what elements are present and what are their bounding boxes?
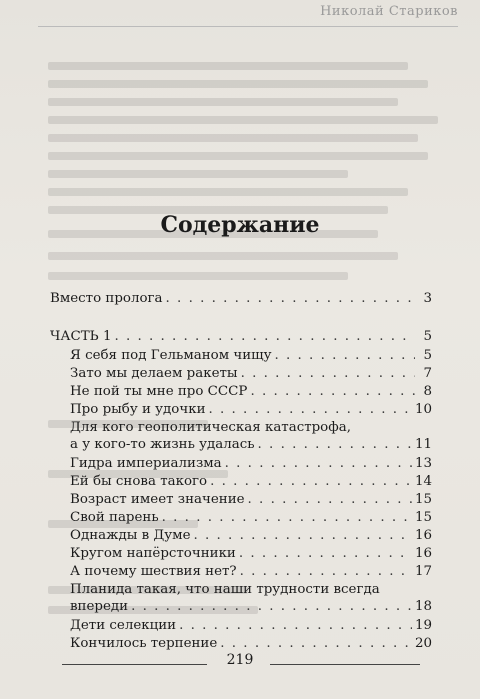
toc-entry[interactable] [70,545,432,562]
toc-entry-text: Кругом напёрсточники [70,546,236,561]
toc-leader-dots [114,328,415,345]
toc-entry-text: Свой парень [70,510,159,525]
toc-entry-text: Дети селекции [70,618,177,633]
toc-entry-text: ЧАСТЬ 1 [50,329,112,344]
toc-entry-page: 7 [423,366,432,381]
toc-entry-page: 3 [423,291,432,306]
toc-entry-page: 5 [423,329,432,344]
toc-entry-page: 16 [414,528,432,543]
toc-leader-dots [225,455,412,472]
toc-entry[interactable] [70,563,432,580]
toc-entry[interactable] [70,383,432,400]
toc-leader-dots [179,617,412,634]
running-head: Николай Стариков [38,4,458,27]
toc-entry-text: Про рыбу и удочки [70,402,206,417]
toc-entry-text-cont: а у кого-то жизнь удалась [70,437,255,452]
toc-entry-page: 14 [414,474,432,489]
toc-entry[interactable] [70,509,432,526]
toc-entry-page: 13 [414,456,432,471]
toc-entry-page: 17 [414,564,432,579]
toc-leader-dots [240,563,412,580]
toc-entry-text: Ей бы снова такого [70,474,208,489]
toc-entry-page: 18 [414,599,432,614]
toc-leader-dots [166,290,415,307]
toc-entry[interactable] [70,419,432,453]
toc-entry-page: 10 [414,402,432,417]
toc-leader-dots [239,545,412,562]
toc-entry-text: Гидра империализма [70,456,222,471]
toc-leader-dots [248,491,412,508]
toc-entry-text: Вместо пролога [50,291,163,306]
toc-leader-dots [210,473,412,490]
toc-entry-page: 16 [414,546,432,561]
page-number: 219 [226,652,254,668]
toc-entry-text: Планида такая, что наши трудности всегда [70,582,380,597]
toc-entry[interactable] [70,401,432,418]
toc-entry-part[interactable] [50,328,432,345]
toc-entry-page: 8 [423,384,432,399]
toc-entry[interactable] [70,347,432,364]
toc-entry[interactable] [70,617,432,634]
toc-leader-dots [241,365,415,382]
toc-entry-text: Не пой ты мне про СССР [70,384,248,399]
toc-entry-page: 11 [414,437,432,452]
toc-leader-dots [131,598,412,615]
toc-leader-dots [194,527,412,544]
toc-leader-dots [258,436,412,453]
toc-leader-dots [162,509,412,526]
toc-leader-dots [220,635,412,652]
page-title: Содержание [160,212,320,238]
toc-entry-page: 5 [423,348,432,363]
toc-entry-page: 15 [414,492,432,507]
toc-entry-page: 20 [414,636,432,651]
footer-rule-right [270,664,420,665]
toc-entry[interactable] [70,473,432,490]
toc-entry-text-cont: впереди [70,599,129,614]
toc-leader-dots [275,347,415,364]
toc-leader-dots [209,401,412,418]
toc-entry-text: Возраст имеет значение [70,492,245,507]
toc-entry[interactable] [70,635,432,652]
toc-entry-page: 15 [414,510,432,525]
toc-entry-prologue[interactable] [50,290,432,307]
toc-entry[interactable] [70,491,432,508]
toc-entry-text: Зато мы делаем ракеты [70,366,238,381]
toc-entry-text: Кончилось терпение [70,636,218,651]
toc-entry-text: Однажды в Думе [70,528,191,543]
toc-entry[interactable] [70,455,432,472]
toc-entry[interactable] [70,581,432,615]
toc-entry-page: 19 [414,618,432,633]
toc-entry-text: А почему шествия нет? [70,564,237,579]
toc-entry-text: Для кого геополитическая катастрофа, [70,420,351,435]
toc-entry-text: Я себя под Гельманом чищу [70,348,272,363]
toc-leader-dots [250,383,415,400]
toc-entry[interactable] [70,527,432,544]
toc-entry[interactable] [70,365,432,382]
